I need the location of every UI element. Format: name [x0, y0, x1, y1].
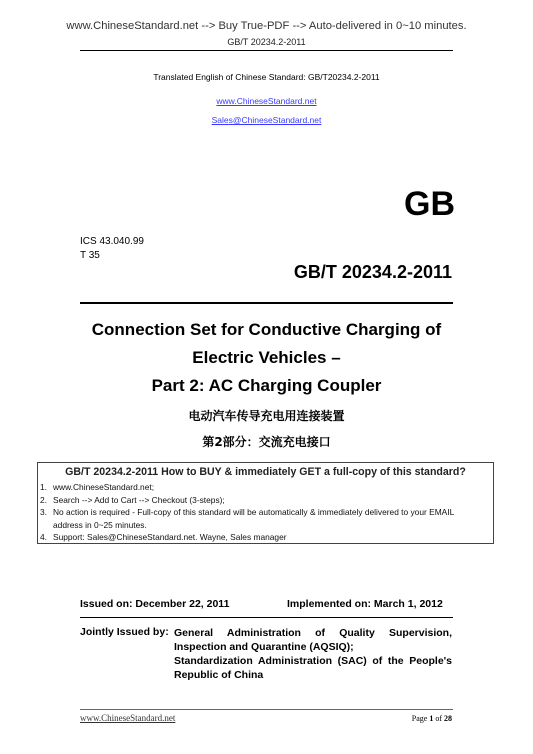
purchase-heading: GB/T 20234.2-2011 How to BUY & immediately GET a full-copy of this standard?: [65, 466, 466, 478]
email-link[interactable]: Sales@ChineseStandard.net: [211, 115, 322, 125]
classification-codes: [80, 235, 144, 263]
purchase-step: [38, 494, 493, 507]
step-text: Support: Sales@ChineseStandard.net. Wayne, Sales manager: [53, 532, 287, 543]
title-chinese-2: 第2部分：交流充电接口: [202, 435, 331, 449]
page-total: 28: [444, 714, 452, 723]
header-standard-ref: GB/T 20234.2-2011: [227, 37, 306, 47]
title-divider: [80, 302, 453, 304]
title-line-2: Electric Vehicles –: [192, 348, 341, 367]
purchase-step: [38, 481, 493, 494]
dates-divider: [80, 617, 453, 618]
footer-website-link[interactable]: www.ChineseStandard.net: [80, 713, 176, 723]
website-line: [0, 91, 533, 109]
footer-divider: [80, 709, 453, 710]
header-banner: www.ChineseStandard.net --> Buy True-PDF --> Auto-delivered in 0~10 minutes.: [66, 20, 467, 32]
step-number: 4.: [40, 532, 47, 543]
title-line-1: Connection Set for Conductive Charging of: [91, 320, 442, 339]
issuer-line: General Administration of Quality Supervision,: [174, 627, 452, 639]
issuer-line: Standardization Administration (SAC) of the People's: [174, 655, 452, 667]
purchase-steps-list: [38, 481, 493, 544]
issuers-block: [174, 626, 452, 682]
implemented-date: Implemented on: March 1, 2012: [287, 598, 443, 610]
step-number: 2.: [40, 494, 47, 505]
purchase-info-box: [37, 462, 494, 544]
website-link[interactable]: www.ChineseStandard.net: [216, 96, 317, 106]
issuer-line: Republic of China: [174, 669, 264, 681]
step-text: No action is required - Full-copy of this standard will be automatically & immediately delivered to your EMAIL address in 0~25 minutes.: [53, 507, 454, 530]
of-word: of: [435, 714, 442, 723]
ics-code: ICS 43.040.99: [80, 236, 144, 247]
title-line-3: Part 2: AC Charging Coupler: [151, 376, 382, 395]
page-number: 1: [429, 714, 434, 723]
jointly-issued-label: Jointly Issued by:: [80, 626, 169, 638]
issued-date: Issued on: December 22, 2011: [80, 598, 230, 610]
issuer-line: Inspection and Quarantine (AQSIQ);: [174, 641, 354, 653]
purchase-step: [38, 531, 493, 544]
page-indicator: [380, 714, 452, 723]
step-text[interactable]: www.ChineseStandard.net;: [53, 482, 155, 492]
step-number: 1.: [40, 482, 47, 492]
translated-note: Translated English of Chinese Standard: GB/T20234.2-2011: [153, 72, 380, 82]
gb-mark: GB: [404, 185, 455, 223]
email-line: [0, 110, 533, 128]
title-chinese-1: 电动汽车传导充电用连接装置: [188, 409, 345, 423]
header-divider: [80, 50, 453, 51]
standard-number: GB/T 20234.2-2011: [293, 262, 452, 282]
purchase-step: [38, 506, 493, 531]
page-word: Page: [411, 714, 428, 723]
step-text: Search --> Add to Cart --> Checkout (3-steps);: [53, 494, 225, 505]
ccs-code: T 35: [80, 250, 100, 261]
step-number: 3.: [40, 507, 47, 518]
